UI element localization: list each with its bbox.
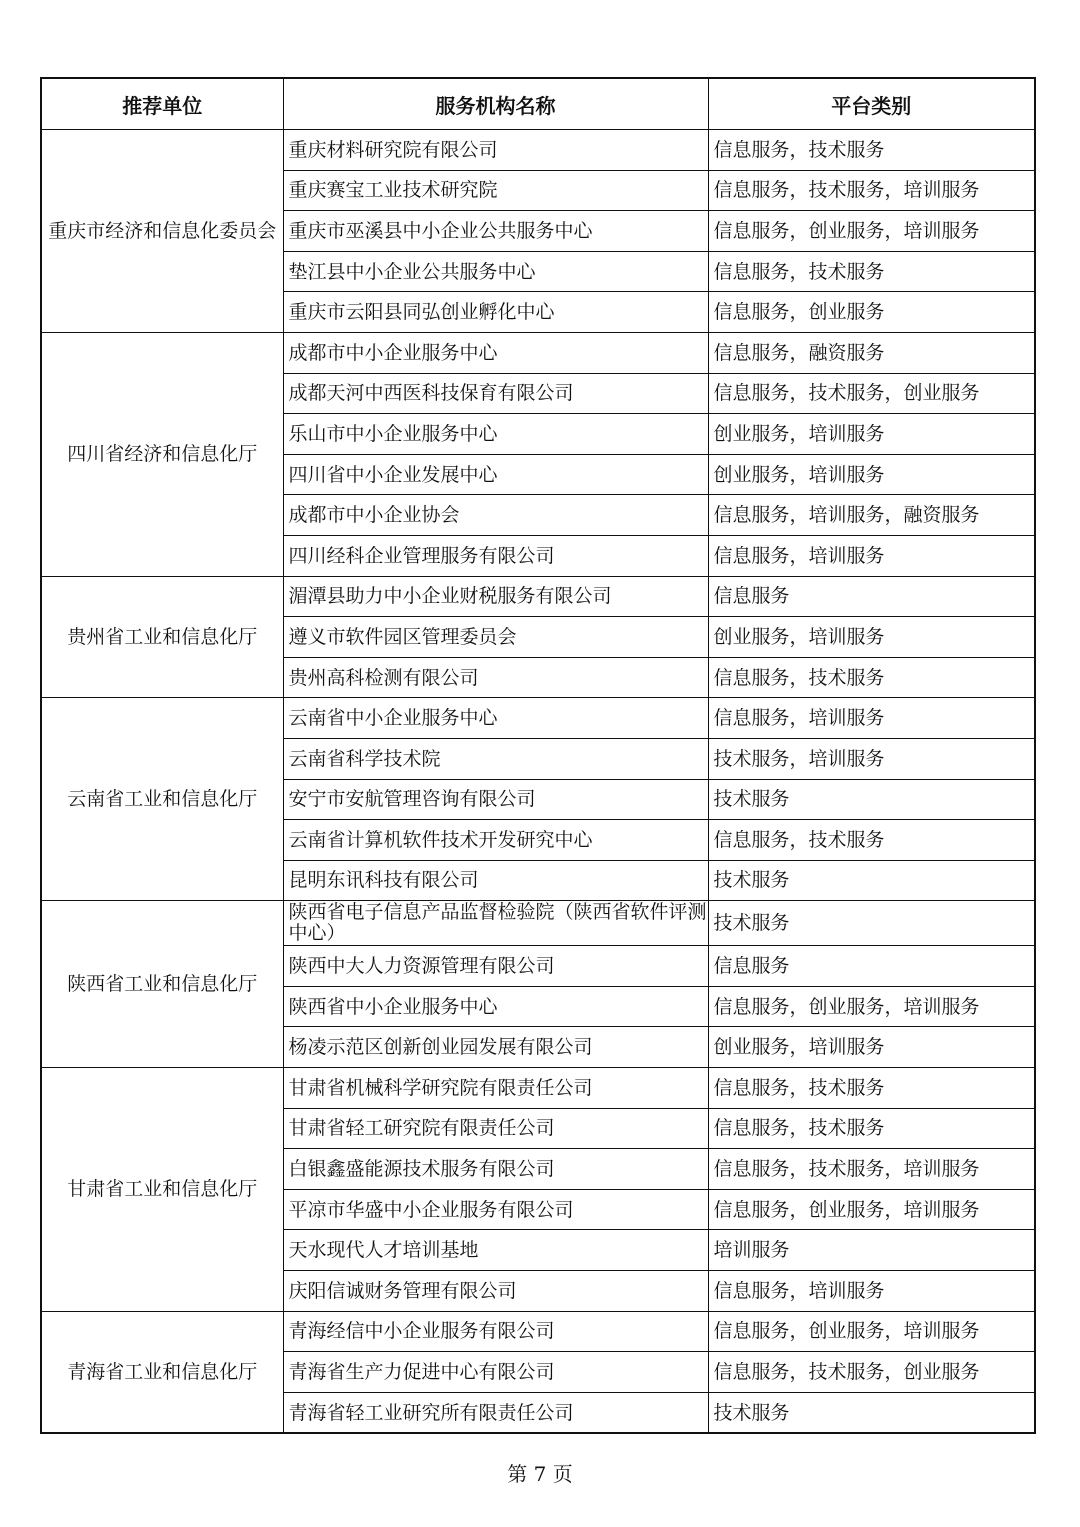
header-recommending-unit: 推荐单位 <box>41 78 283 130</box>
service-org-name-cell: 四川省中小企业发展中心 <box>283 454 708 495</box>
recommending-unit-cell: 四川省经济和信息化厅 <box>41 332 283 576</box>
service-org-name-cell: 乐山市中小企业服务中心 <box>283 414 708 455</box>
service-org-name-cell: 安宁市安航管理咨询有限公司 <box>283 779 708 820</box>
platform-category-cell: 创业服务，培训服务 <box>708 617 1035 658</box>
recommending-unit-cell: 青海省工业和信息化厅 <box>41 1311 283 1433</box>
recommending-unit-cell: 云南省工业和信息化厅 <box>41 698 283 901</box>
recommending-unit-cell: 重庆市经济和信息化委员会 <box>41 130 283 333</box>
recommending-unit-cell: 贵州省工业和信息化厅 <box>41 576 283 698</box>
service-org-name-cell: 杨凌示范区创新创业园发展有限公司 <box>283 1027 708 1068</box>
table-row <box>41 130 1035 171</box>
platform-category-cell: 技术服务 <box>708 779 1035 820</box>
service-org-name-cell: 云南省计算机软件技术开发研究中心 <box>283 820 708 861</box>
platform-category-cell: 信息服务，培训服务 <box>708 1271 1035 1312</box>
service-org-name-cell: 陕西省电子信息产品监督检验院（陕西省软件评测中心） <box>283 901 708 946</box>
platform-category-cell: 信息服务，培训服务，融资服务 <box>708 495 1035 536</box>
service-org-name-cell: 平凉市华盛中小企业服务有限公司 <box>283 1189 708 1230</box>
service-org-name-cell: 甘肃省轻工研究院有限责任公司 <box>283 1108 708 1149</box>
table-row <box>41 1068 1035 1109</box>
platform-category-cell: 技术服务 <box>708 1392 1035 1433</box>
platform-category-cell: 信息服务，技术服务 <box>708 820 1035 861</box>
table-header-row <box>41 78 1035 130</box>
service-org-name-cell: 成都市中小企业协会 <box>283 495 708 536</box>
platform-category-cell: 信息服务，技术服务，培训服务 <box>708 170 1035 211</box>
table-body <box>41 130 1035 1434</box>
platform-category-cell: 信息服务 <box>708 946 1035 987</box>
platform-category-cell: 信息服务，技术服务 <box>708 251 1035 292</box>
service-org-name-cell: 遵义市软件园区管理委员会 <box>283 617 708 658</box>
platform-category-cell: 技术服务 <box>708 901 1035 946</box>
service-org-name-cell: 青海省生产力促进中心有限公司 <box>283 1352 708 1393</box>
platform-category-cell: 技术服务，培训服务 <box>708 738 1035 779</box>
service-org-name-cell: 天水现代人才培训基地 <box>283 1230 708 1271</box>
service-org-name-cell: 湄潭县助力中小企业财税服务有限公司 <box>283 576 708 617</box>
service-org-name-cell: 陕西省中小企业服务中心 <box>283 986 708 1027</box>
service-org-name-cell: 成都天河中西医科技保育有限公司 <box>283 373 708 414</box>
platform-category-cell: 信息服务，创业服务，培训服务 <box>708 1189 1035 1230</box>
table-row <box>41 901 1035 946</box>
platform-category-cell: 信息服务，技术服务，创业服务 <box>708 1352 1035 1393</box>
header-service-org-name: 服务机构名称 <box>283 78 708 130</box>
service-org-name-cell: 庆阳信诚财务管理有限公司 <box>283 1271 708 1312</box>
service-org-name-cell: 垫江县中小企业公共服务中心 <box>283 251 708 292</box>
service-org-name-cell: 甘肃省机械科学研究院有限责任公司 <box>283 1068 708 1109</box>
platform-category-cell: 培训服务 <box>708 1230 1035 1271</box>
platform-category-cell: 信息服务，技术服务 <box>708 657 1035 698</box>
platform-category-cell: 信息服务 <box>708 576 1035 617</box>
platform-category-cell: 信息服务，技术服务 <box>708 1108 1035 1149</box>
service-org-name-cell: 青海省轻工业研究所有限责任公司 <box>283 1392 708 1433</box>
platform-category-cell: 信息服务，技术服务，培训服务 <box>708 1149 1035 1190</box>
recommending-unit-cell: 陕西省工业和信息化厅 <box>41 901 283 1068</box>
service-org-name-cell: 重庆赛宝工业技术研究院 <box>283 170 708 211</box>
table-row <box>41 698 1035 739</box>
platform-category-cell: 信息服务，创业服务，培训服务 <box>708 211 1035 252</box>
platform-category-cell: 信息服务，创业服务 <box>708 292 1035 333</box>
platform-category-cell: 信息服务，技术服务 <box>708 130 1035 171</box>
platform-category-cell: 技术服务 <box>708 860 1035 901</box>
platform-category-cell: 创业服务，培训服务 <box>708 1027 1035 1068</box>
service-org-name-cell: 贵州高科检测有限公司 <box>283 657 708 698</box>
page-number: 第 7 页 <box>507 1462 573 1486</box>
table-row <box>41 1311 1035 1352</box>
service-org-name-cell: 白银鑫盛能源技术服务有限公司 <box>283 1149 708 1190</box>
service-org-name-cell: 陕西中大人力资源管理有限公司 <box>283 946 708 987</box>
service-org-name-cell: 重庆材料研究院有限公司 <box>283 130 708 171</box>
service-org-name-cell: 四川经科企业管理服务有限公司 <box>283 535 708 576</box>
table-row <box>41 332 1035 373</box>
service-org-name-cell: 成都市中小企业服务中心 <box>283 332 708 373</box>
platform-category-cell: 创业服务，培训服务 <box>708 454 1035 495</box>
platform-category-cell: 信息服务，技术服务，创业服务 <box>708 373 1035 414</box>
service-org-name-cell: 重庆市巫溪县中小企业公共服务中心 <box>283 211 708 252</box>
platform-category-cell: 信息服务，创业服务，培训服务 <box>708 1311 1035 1352</box>
platform-category-cell: 信息服务，创业服务，培训服务 <box>708 986 1035 1027</box>
service-org-name-cell: 云南省科学技术院 <box>283 738 708 779</box>
service-org-name-cell: 昆明东讯科技有限公司 <box>283 860 708 901</box>
table-row <box>41 576 1035 617</box>
service-org-name-cell: 云南省中小企业服务中心 <box>283 698 708 739</box>
platform-category-cell: 创业服务，培训服务 <box>708 414 1035 455</box>
header-platform-category: 平台类别 <box>708 78 1035 130</box>
platform-category-cell: 信息服务，培训服务 <box>708 698 1035 739</box>
recommending-unit-cell: 甘肃省工业和信息化厅 <box>41 1068 283 1312</box>
service-org-table <box>40 77 1036 1434</box>
platform-category-cell: 信息服务，技术服务 <box>708 1068 1035 1109</box>
service-org-name-cell: 青海经信中小企业服务有限公司 <box>283 1311 708 1352</box>
platform-category-cell: 信息服务，融资服务 <box>708 332 1035 373</box>
service-org-name-cell: 重庆市云阳县同弘创业孵化中心 <box>283 292 708 333</box>
platform-category-cell: 信息服务，培训服务 <box>708 535 1035 576</box>
